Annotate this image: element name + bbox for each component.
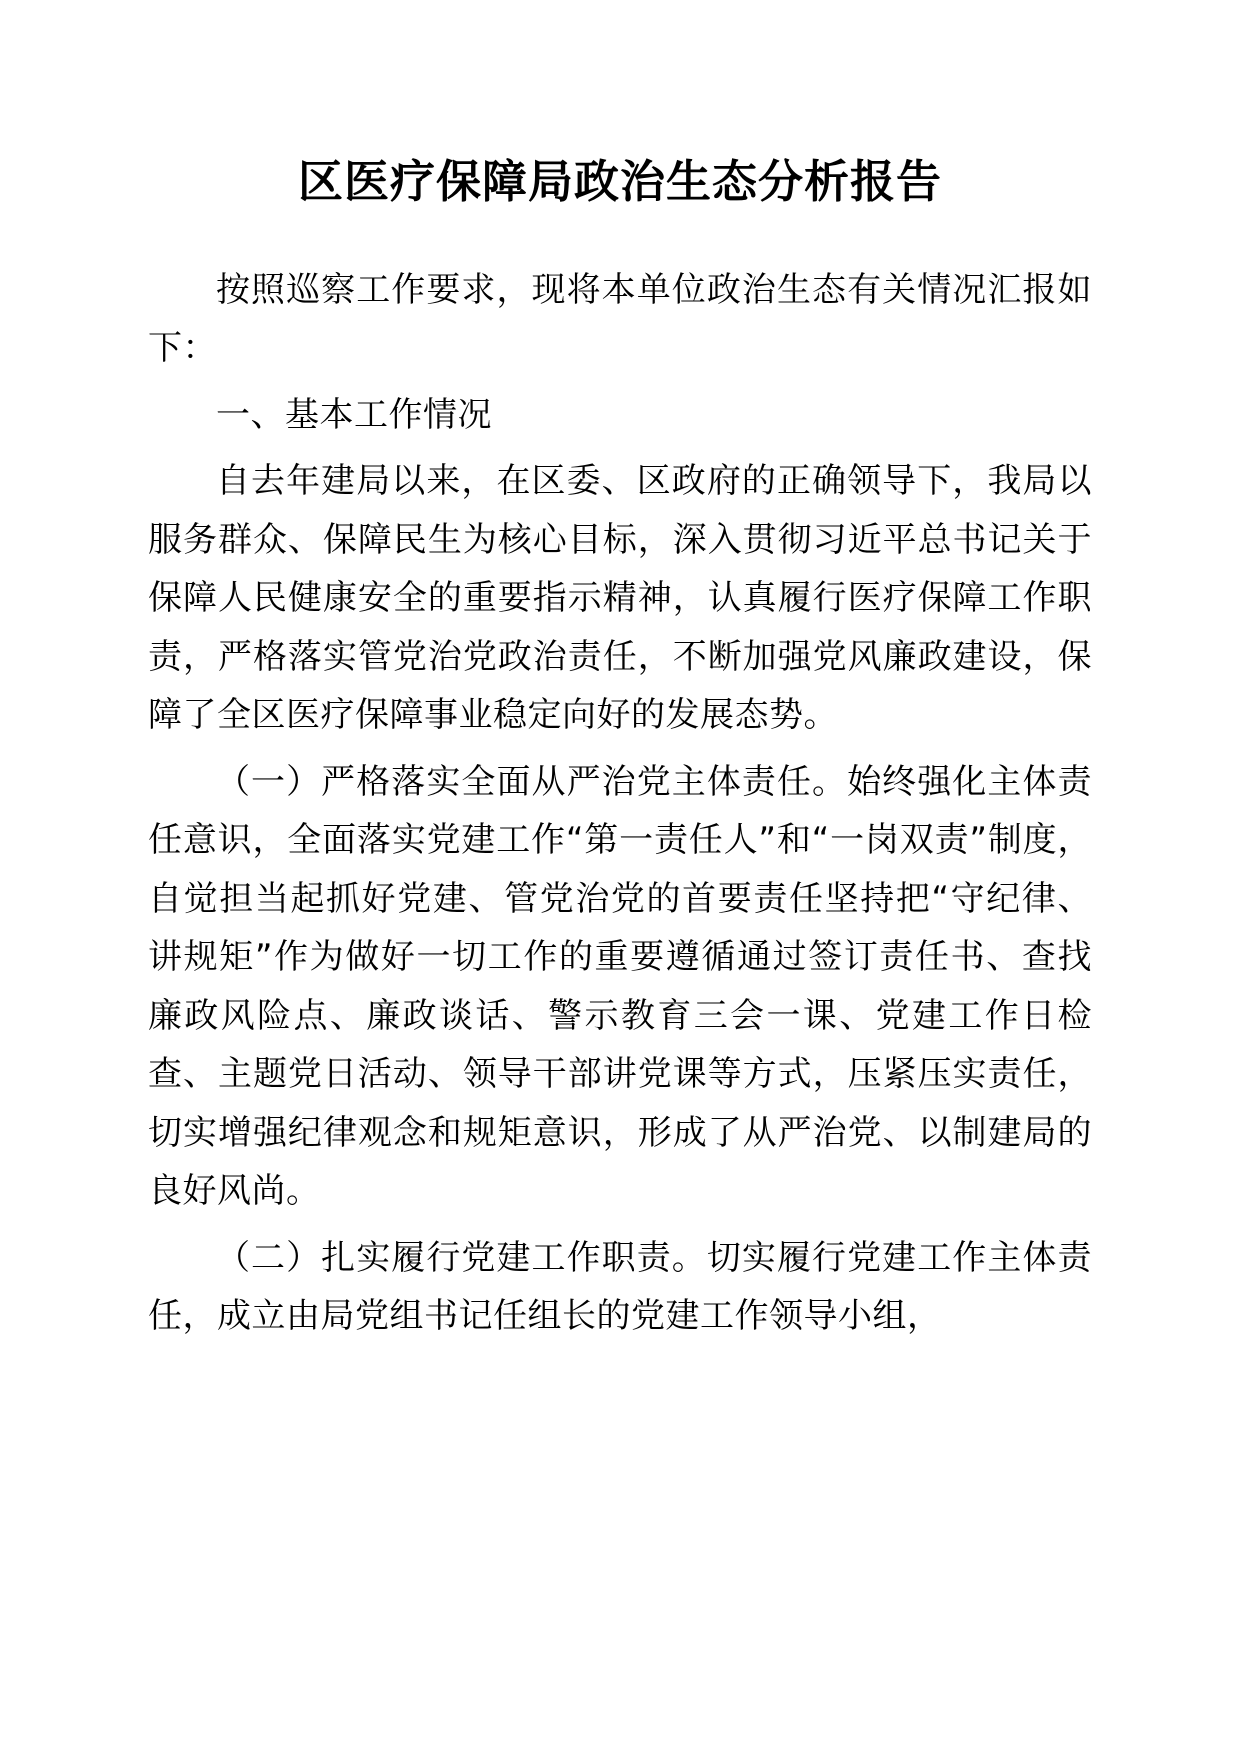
page-title: 区医疗保障局政治生态分析报告 [297, 155, 942, 208]
paragraph-subsection-2: （二）扎实履行党建工作职责。切实履行党建工作主体责任，成立由局党组书记任组长的党建工作领导小组， [148, 1237, 1092, 1336]
paragraph-subsection-1: （一）严格落实全面从严治党主体责任。始终强化主体责任意识，全面落实党建工作“第一责任人”和“一岗双责”制度，自觉担当起抓好党建、管党治党的首要责任坚持把“守纪律、讲规矩”作为做好一切工作的重要遵循通过签订责任书、查找廉政风险点、廉政谈话、警示教育三会一课、党建工作日检查、主题党日活动、领导干部讲党课等方式，压紧压实责任，切实增强纪律观念和规矩意识，形成了从严治党、以制建局的良好风尚。 [148, 761, 1092, 1212]
section-heading-1: 一、基本工作情况 [216, 394, 492, 435]
paragraph-intro: 按照巡察工作要求，现将本单位政治生态有关情况汇报如下： [148, 270, 1092, 369]
paragraph-overview: 自去年建局以来，在区委、区政府的正确领导下，我局以服务群众、保障民生为核心目标，深入贯彻习近平总书记关于保障人民健康安全的重要指示精神，认真履行医疗保障工作职责，严格落实管党治党政治责任，不断加强党风廉政建设，保障了全区医疗保障事业稳定向好的发展态势。 [148, 461, 1092, 736]
